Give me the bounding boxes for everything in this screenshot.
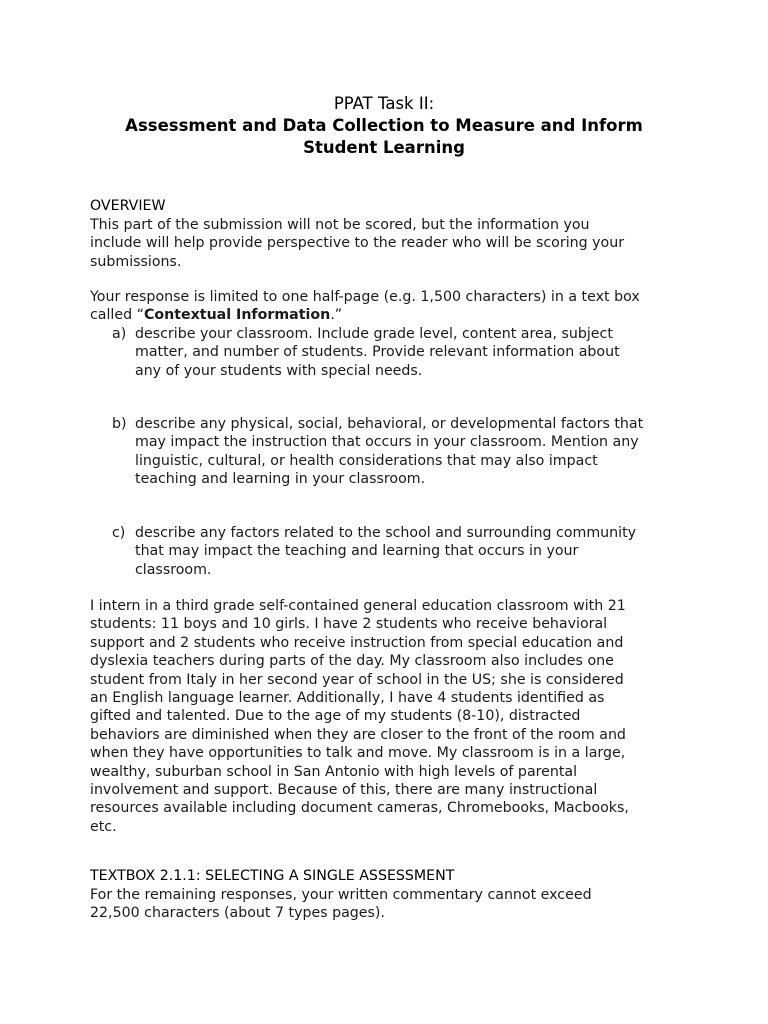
response-line: when they have opportunities to talk and move. My classroom is in a large,	[90, 745, 626, 762]
list-item-text	[112, 524, 682, 579]
list-marker: c)	[112, 525, 126, 541]
response-line: gifted and talented. Due to the age of my students (8-10), distracted	[90, 708, 581, 725]
response-paragraph	[90, 597, 690, 836]
response-line: wealthy, suburban school in San Antonio with high levels of parental	[90, 763, 578, 780]
list-item-text	[112, 415, 682, 489]
list-item-line: any of your students with special needs.	[135, 362, 423, 379]
textbox-line: 22,500 characters (about 7 types pages).	[90, 905, 385, 922]
response-limit-line: Your response is limited to one half-page (e.g. 1,500 characters) in a text box	[90, 289, 640, 305]
response-line: etc.	[90, 818, 117, 835]
response-line: support and 2 students who receive instruction from special education and	[90, 634, 624, 651]
overview-intro-line: include will help provide perspective to the reader who will be scoring your	[90, 235, 625, 252]
list-item-line: describe your classroom. Include grade level, content area, subject	[135, 326, 613, 342]
list-item-line: linguistic, cultural, or health considerations that may also impact	[135, 452, 598, 469]
list-item-line: describe any physical, social, behavioral, or developmental factors that	[135, 416, 644, 432]
list-item-line: classroom.	[135, 561, 212, 578]
textbox-paragraph	[90, 886, 690, 923]
response-line: behaviors are diminished when they are closer to the front of the room and	[90, 726, 626, 743]
overview-intro-line: This part of the submission will not be scored, but the information you	[90, 217, 590, 233]
overview-heading: OVERVIEW	[90, 198, 166, 214]
title-line-3: Student Learning	[303, 138, 465, 157]
list-marker: b)	[112, 416, 127, 432]
list-item-line: that may impact the teaching and learning that occurs in your	[135, 543, 579, 560]
called-suffix: .”	[330, 307, 343, 324]
list-item-line: describe any factors related to the school and surrounding community	[135, 525, 637, 541]
response-line: dyslexia teachers during parts of the day. My classroom also includes one	[90, 653, 614, 670]
list-item-line: may impact the instruction that occurs in your classroom. Mention any	[135, 434, 639, 451]
title-line-1: PPAT Task II:	[333, 94, 435, 113]
title-line-2: Assessment and Data Collection to Measure and Inform	[125, 116, 643, 135]
overview-intro-line: submissions.	[90, 253, 182, 270]
list-item-line: teaching and learning in your classroom.	[135, 471, 426, 488]
contextual-information-label: Contextual Information	[143, 307, 331, 324]
response-limit-paragraph	[90, 288, 690, 325]
list-marker: a)	[112, 326, 127, 342]
overview-intro	[90, 216, 690, 271]
document-title	[0, 93, 768, 159]
list-item-line: matter, and number of students. Provide relevant information about	[135, 344, 620, 361]
response-line: an English language learner. Additionally, I have 4 students identified as	[90, 690, 605, 707]
response-limit-line-2	[90, 306, 690, 324]
called-prefix: called “	[90, 307, 144, 324]
response-line: students: 11 boys and 10 girls. I have 2 students who receive behavioral	[90, 616, 608, 633]
list-item-b	[112, 415, 682, 489]
textbox-heading: TEXTBOX 2.1.1: SELECTING A SINGLE ASSESSMENT	[90, 868, 455, 884]
list-item-a	[112, 325, 682, 380]
list-item-c	[112, 524, 682, 579]
list-item-text	[112, 325, 682, 380]
response-line: involvement and support. Because of this, there are many instructional	[90, 782, 598, 799]
response-line: I intern in a third grade self-contained general education classroom with 21	[90, 598, 626, 614]
response-line: resources available including document cameras, Chromebooks, Macbooks,	[90, 800, 629, 817]
response-line: student from Italy in her second year of school in the US; she is considered	[90, 671, 624, 688]
textbox-line: For the remaining responses, your written commentary cannot exceed	[90, 887, 592, 903]
